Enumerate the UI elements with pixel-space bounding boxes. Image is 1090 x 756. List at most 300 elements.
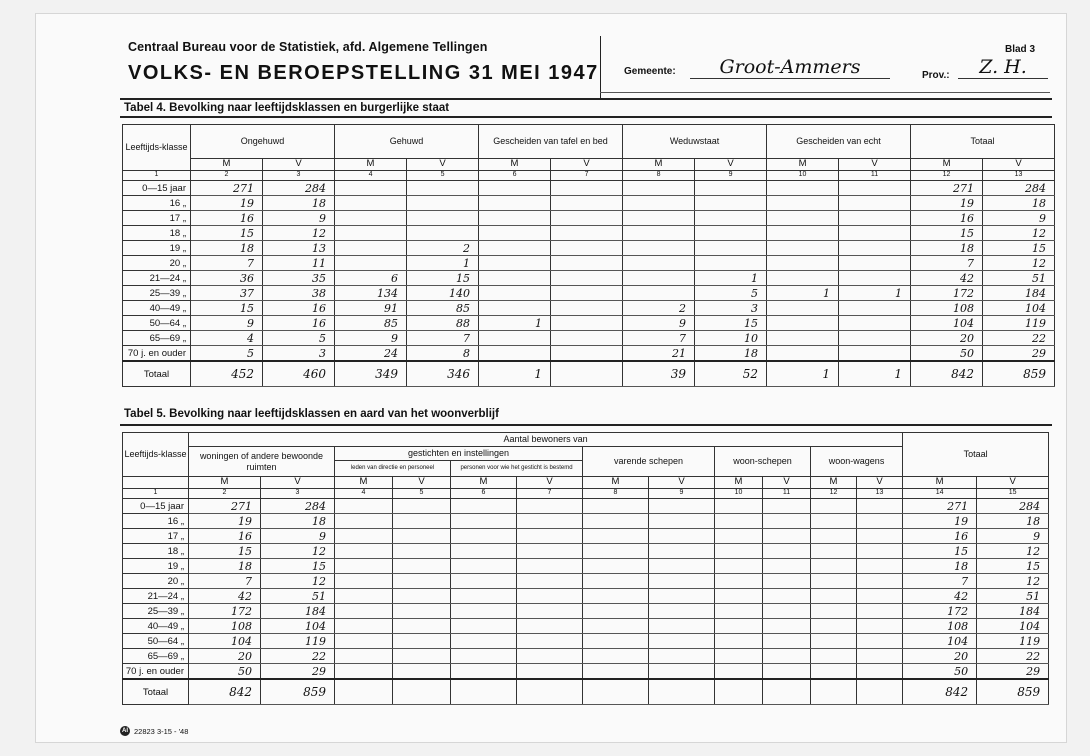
table-row [123,196,1055,211]
cell-value [763,589,811,604]
cell-value [839,211,911,226]
footer [120,726,188,736]
row-label: 65—69 „ [123,649,189,664]
cell-value: 18 [983,196,1055,211]
cell-value [649,544,715,559]
cell-value [551,241,623,256]
cell-value: 5 [695,286,767,301]
cell-value: 21 [623,346,695,362]
cell-value: 22 [983,331,1055,346]
cell-value: 50 [903,664,977,680]
cell-value: 18 [695,346,767,362]
table-row [123,529,1049,544]
cell-value [451,589,517,604]
cell-value: 15 [407,271,479,286]
col-m: M [715,477,763,489]
cell-value: 7 [191,256,263,271]
cell-value [451,544,517,559]
cell-value: 15 [191,301,263,316]
cell-value: 5 [263,331,335,346]
cell-value [857,619,903,634]
cell-value: 3 [695,301,767,316]
cell-value [715,604,763,619]
col-v: V [517,477,583,489]
cell-value: 15 [983,241,1055,256]
row-label: 0—15 jaar [123,181,191,196]
column-number: 1 [123,489,189,499]
gemeente-value: Groot-Ammers [690,56,890,79]
cell-value [393,649,451,664]
table-row [123,271,1055,286]
table-row [123,346,1055,362]
cell-value: 50 [189,664,261,680]
column-number: 3 [263,171,335,181]
cell-value [715,529,763,544]
cell-value [763,514,811,529]
group-woonschepen: woon-schepen [715,447,811,477]
col-leeftijdsklasse: Leeftijds-klasse [123,433,189,477]
cell-value: 1 [479,316,551,331]
cell-value [767,346,839,362]
cell-value [551,331,623,346]
cell-value: 12 [983,256,1055,271]
total-label: Totaal [123,361,191,387]
cell-value [839,301,911,316]
cell-value [623,256,695,271]
header-rule-bottom [120,98,1052,100]
column-number: 7 [517,489,583,499]
total-value: 346 [407,361,479,387]
cell-value: 38 [263,286,335,301]
cell-value: 8 [407,346,479,362]
cell-value [583,664,649,680]
row-label: 70 j. en ouder [123,664,189,680]
cell-value [479,346,551,362]
table-row [123,604,1049,619]
cell-value [451,604,517,619]
group-woningen: woningen of andere bewoonde ruimten [189,447,335,477]
cell-value [393,514,451,529]
cell-value: 16 [263,301,335,316]
cell-value: 271 [903,499,977,514]
total-value: 859 [261,679,335,705]
row-label: 65—69 „ [123,331,191,346]
col-v: V [763,477,811,489]
cell-value [393,529,451,544]
cell-value: 42 [189,589,261,604]
cell-value [695,256,767,271]
province-value: Z. H. [958,56,1048,79]
cell-value [763,544,811,559]
cell-value [517,514,583,529]
group-totaal: Totaal [911,125,1055,159]
cell-value [479,196,551,211]
column-number: 8 [583,489,649,499]
cell-value [767,241,839,256]
total-value [649,679,715,705]
cell-value: 184 [261,604,335,619]
cell-value [393,574,451,589]
cell-value: 1 [839,286,911,301]
table-row [123,664,1049,680]
form-code: 22823 3-15 - '48 [134,726,189,736]
cell-value [335,574,393,589]
table-row [123,286,1055,301]
cell-value [517,649,583,664]
cell-value [335,664,393,680]
table-row [123,316,1055,331]
cell-value [407,181,479,196]
row-label: 0—15 jaar [123,499,189,514]
column-number: 5 [407,171,479,181]
cell-value [767,196,839,211]
cell-value: 15 [189,544,261,559]
cell-value: 172 [903,604,977,619]
cell-value: 2 [407,241,479,256]
cell-value: 18 [263,196,335,211]
tabel4-title: Tabel 4. Bevolking naar leeftijdsklassen en burgerlijke staat [124,102,450,114]
cell-value [583,589,649,604]
cell-value [767,181,839,196]
cell-value: 284 [983,181,1055,196]
cell-value: 119 [983,316,1055,331]
cell-value: 18 [977,514,1049,529]
cell-value [767,271,839,286]
total-label: Totaal [123,679,189,705]
cell-value [763,634,811,649]
cell-value: 18 [191,241,263,256]
cell-value [551,316,623,331]
column-number: 2 [191,171,263,181]
cell-value [839,346,911,362]
cell-value [695,181,767,196]
total-value [583,679,649,705]
cell-value: 9 [335,331,407,346]
column-number: 13 [983,171,1055,181]
cell-value: 7 [189,574,261,589]
cell-value [715,499,763,514]
cell-value [551,346,623,362]
cell-value: 29 [983,346,1055,362]
col-m: M [335,477,393,489]
total-value [335,679,393,705]
cell-value [517,544,583,559]
cell-value [451,649,517,664]
cell-value [517,574,583,589]
row-label: 25—39 „ [123,604,189,619]
cell-value: 284 [261,499,335,514]
cell-value [839,226,911,241]
cell-value [551,286,623,301]
cell-value [583,559,649,574]
cell-value: 7 [623,331,695,346]
table-row [123,211,1055,226]
cell-value [767,211,839,226]
cell-value: 51 [261,589,335,604]
cell-value: 119 [261,634,335,649]
cell-value [451,664,517,680]
cell-value: 184 [977,604,1049,619]
table-row [123,649,1049,664]
cell-value [811,649,857,664]
cell-value [335,196,407,211]
table-row [123,559,1049,574]
cell-value [335,529,393,544]
table-row [123,589,1049,604]
cell-value [649,664,715,680]
cell-value: 7 [911,256,983,271]
cell-value [715,634,763,649]
group-totaal: Totaal [903,433,1049,477]
table-row [123,256,1055,271]
cell-value [649,589,715,604]
cell-value [393,619,451,634]
cell-value [551,226,623,241]
cell-value [551,271,623,286]
cell-value [583,529,649,544]
total-value [811,679,857,705]
col-m: M [903,477,977,489]
cell-value: 284 [977,499,1049,514]
cell-value [839,241,911,256]
cell-value [811,589,857,604]
row-label: 18 „ [123,544,189,559]
tabel4-table [122,124,1055,387]
table-row [123,241,1055,256]
cell-value: 15 [261,559,335,574]
cell-value: 16 [263,316,335,331]
group-varende-schepen: varende schepen [583,447,715,477]
total-value [393,679,451,705]
col-v: V [551,159,623,171]
cell-value: 19 [903,514,977,529]
cell-value [335,634,393,649]
cell-value [857,514,903,529]
cell-value [857,574,903,589]
col-v: V [261,477,335,489]
column-number: 8 [623,171,695,181]
cell-value: 108 [189,619,261,634]
cell-value [407,226,479,241]
total-value: 460 [263,361,335,387]
table-row [123,331,1055,346]
column-number: 3 [261,489,335,499]
cell-value [479,211,551,226]
cell-value: 19 [189,514,261,529]
header-rule [600,92,1050,93]
column-number: 14 [903,489,977,499]
row-label: 18 „ [123,226,191,241]
row-label: 21—24 „ [123,589,189,604]
cell-value: 15 [191,226,263,241]
sheet-number: Blad 3 [1005,44,1036,55]
cell-value: 24 [335,346,407,362]
cell-value: 19 [911,196,983,211]
cell-value: 42 [911,271,983,286]
cell-value: 9 [263,211,335,226]
cell-value [763,529,811,544]
group-gescheiden-echt: Gescheiden van echt [767,125,911,159]
column-number: 9 [649,489,715,499]
cell-value [583,619,649,634]
col-m: M [767,159,839,171]
cell-value [451,499,517,514]
cell-value [335,181,407,196]
cell-value [517,664,583,680]
cell-value: 104 [261,619,335,634]
cell-value [715,619,763,634]
cell-value: 9 [983,211,1055,226]
cell-value [763,649,811,664]
column-number: 4 [335,171,407,181]
cell-value [479,271,551,286]
cell-value [551,196,623,211]
cell-value [649,574,715,589]
row-label: 17 „ [123,211,191,226]
column-number: 15 [977,489,1049,499]
cell-value [335,514,393,529]
cell-value: 284 [263,181,335,196]
cell-value [583,544,649,559]
cell-value [623,286,695,301]
row-label: 16 „ [123,196,191,211]
col-leeftijdsklasse: Leeftijds-klasse [123,125,191,171]
cell-value [407,196,479,211]
cell-value [763,574,811,589]
group-gestichten: gestichten en instellingen [335,447,583,461]
tabel5-rule [120,424,1052,426]
cell-value: 271 [189,499,261,514]
cell-value: 16 [191,211,263,226]
cell-value [479,181,551,196]
cell-value: 91 [335,301,407,316]
cell-value [857,634,903,649]
cell-value: 85 [335,316,407,331]
cell-value: 15 [903,544,977,559]
cell-value: 22 [261,649,335,664]
cell-value: 271 [191,181,263,196]
cell-value [839,316,911,331]
cell-value: 2 [623,301,695,316]
col-v: V [263,159,335,171]
cell-value [451,529,517,544]
cell-value: 12 [261,544,335,559]
cell-value: 104 [903,634,977,649]
column-number: 2 [189,489,261,499]
cell-value: 9 [623,316,695,331]
cell-value: 15 [695,316,767,331]
cell-value [811,604,857,619]
cell-value [857,589,903,604]
gemeente-label: Gemeente: [624,66,676,77]
total-value: 452 [191,361,263,387]
cell-value: 134 [335,286,407,301]
cell-value: 20 [903,649,977,664]
cell-value [649,529,715,544]
cell-value [583,649,649,664]
cell-value: 85 [407,301,479,316]
cell-value [763,604,811,619]
cell-value [623,241,695,256]
tabel5-title: Tabel 5. Bevolking naar leeftijdsklassen en aard van het woonverblijf [124,408,499,420]
cell-value [763,619,811,634]
cell-value: 51 [983,271,1055,286]
cell-value [649,604,715,619]
table-row [123,574,1049,589]
tabel5-table [122,432,1049,705]
cell-value [407,211,479,226]
cell-value [335,544,393,559]
table-row [123,634,1049,649]
row-label: 40—49 „ [123,301,191,316]
cell-value [811,664,857,680]
cell-value [839,331,911,346]
cell-value: 1 [767,286,839,301]
column-number: 10 [767,171,839,181]
row-label: 21—24 „ [123,271,191,286]
cell-value [451,559,517,574]
cell-value [649,514,715,529]
cell-value [479,331,551,346]
cell-value [583,604,649,619]
cell-value [695,211,767,226]
cell-value [649,499,715,514]
col-v: V [407,159,479,171]
cell-value [451,634,517,649]
cell-value [811,634,857,649]
cell-value: 16 [189,529,261,544]
col-m: M [911,159,983,171]
cell-value [393,544,451,559]
column-number: 6 [479,171,551,181]
total-value [517,679,583,705]
column-number: 10 [715,489,763,499]
column-number: 13 [857,489,903,499]
cell-value [583,514,649,529]
cell-value [517,529,583,544]
total-value: 39 [623,361,695,387]
cell-value: 16 [903,529,977,544]
group-gescheiden-tafel: Gescheiden van tafel en bed [479,125,623,159]
cell-value [551,256,623,271]
cell-value [479,286,551,301]
cell-value: 22 [977,649,1049,664]
column-number: 9 [695,171,767,181]
col-v: V [983,159,1055,171]
cell-value [479,301,551,316]
table-row [123,499,1049,514]
cell-value: 104 [983,301,1055,316]
cell-value: 7 [903,574,977,589]
total-value: 859 [977,679,1049,705]
col-m: M [189,477,261,489]
cell-value [335,226,407,241]
table-row [123,226,1055,241]
header-divider [600,36,601,100]
col-v: V [393,477,451,489]
group-weduwstaat: Weduwstaat [623,125,767,159]
table-row [123,181,1055,196]
row-label: 20 „ [123,574,189,589]
cell-value [839,256,911,271]
cell-value: 37 [191,286,263,301]
column-number: 11 [839,171,911,181]
cell-value: 184 [983,286,1055,301]
cell-value [715,559,763,574]
cell-value [393,499,451,514]
cell-value [649,559,715,574]
total-value [451,679,517,705]
